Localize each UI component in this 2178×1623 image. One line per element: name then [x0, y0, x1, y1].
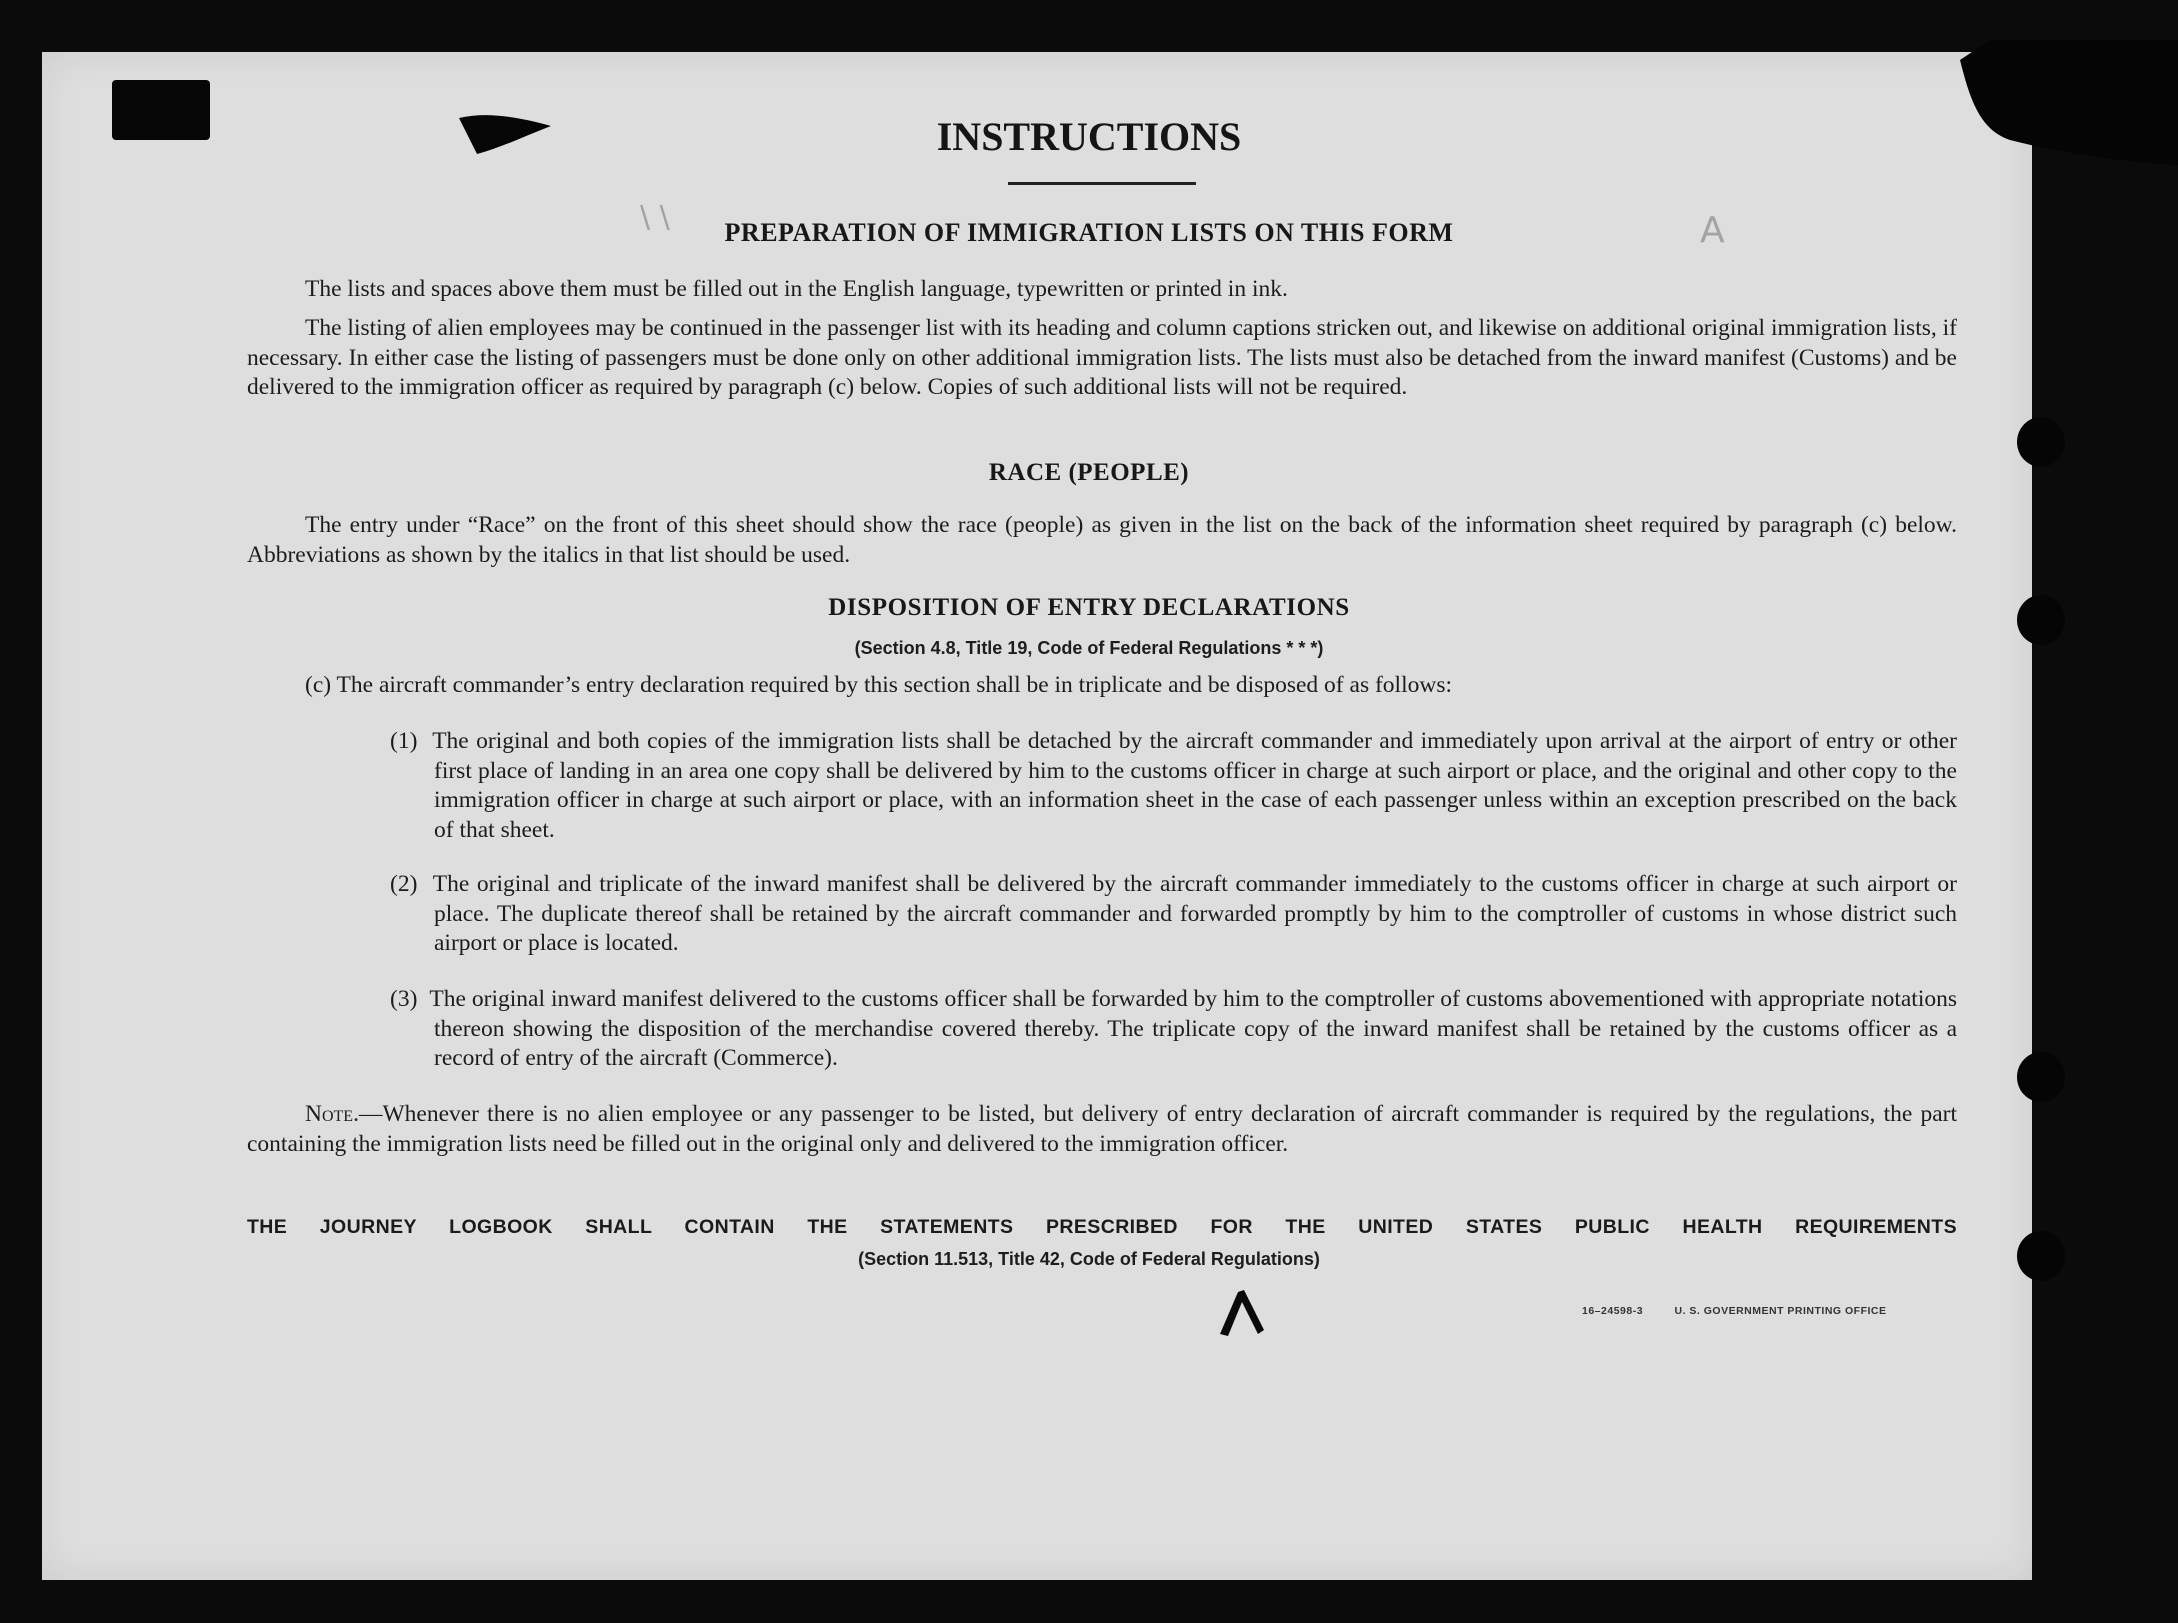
list-item-number: (1) — [390, 728, 418, 754]
printer-imprint — [1582, 1305, 1915, 1317]
pencil-annotation-top: \ \ — [640, 200, 670, 235]
list-item-text: The original inward manifest delivered to the customs officer shall be forwarded by him to the comptroller of customs abovementioned with appropriate notations thereon showing the disposition of the merchandise covered thereby. The triplicate copy of the inward manifest shall be retained by the customs officer as a record of entry of the aircraft (Commerce). — [429, 986, 1958, 1071]
page-title: INSTRUCTIONS — [936, 114, 1242, 159]
list-item-text: The original and triplicate of the inward manifest shall be delivered by the aircraft commander immediately to the customs officer in charge at such airport or place. The duplicate thereof shall be retained by the aircraft commander and forwarded promptly by him to the comptroller of customs in whose district such airport or place is located. — [432, 871, 1957, 956]
printer-name: U. S. GOVERNMENT PRINTING OFFICE — [1674, 1305, 1887, 1317]
list-item-body — [357, 870, 1957, 959]
list-item-body — [357, 727, 1957, 845]
handwritten-caret-mark — [1214, 1282, 1274, 1342]
list-item — [357, 727, 1957, 845]
paragraph-language: The lists and spaces above them must be filled out in the English language, typewritten or printed in ink. — [305, 276, 1288, 302]
list-item — [357, 870, 1957, 959]
list-item-text: The original and both copies of the immigration lists shall be detached by the aircraft commander and immediately upon arrival at the airport of entry or other first place of landing in an area one copy shall be delivered by him to the customs officer in charge at such airport or place, and the original and other copy to the immigration officer in charge at such airport or place, with an information sheet in the case of each passenger unless within an exception prescribed on the back of that sheet. — [432, 728, 1957, 843]
note-label: Note. — [305, 1101, 359, 1127]
regulation-reference-19: (Section 4.8, Title 19, Code of Federal Regulations * * *) — [854, 638, 1324, 658]
paragraph-race: The entry under “Race” on the front of this sheet should show the race (people) as given in the list on the back of the information sheet required by paragraph (c) below. Abbreviations as shown by the italics in that list should be used. — [247, 512, 1957, 568]
paragraph-note — [247, 1100, 1957, 1159]
list-item-number: (3) — [390, 986, 418, 1012]
section-heading-disposition: DISPOSITION OF ENTRY DECLARATIONS — [828, 594, 1350, 621]
form-number: 16–24598-3 — [1582, 1305, 1644, 1317]
note-text: —Whenever there is no alien employee or any passenger to be listed, but delivery of entry declaration of aircraft commander is required by the regulations, the part containing the immigration lists need be filled out in the original only and delivered to the immigration officer. — [247, 1101, 1957, 1157]
list-item — [357, 985, 1957, 1074]
list-item-body — [357, 985, 1957, 1074]
section-heading-preparation: PREPARATION OF IMMIGRATION LISTS ON THIS FORM — [724, 218, 1454, 247]
section-heading-race: RACE (PEOPLE) — [988, 459, 1190, 486]
punch-hole-3 — [2017, 1052, 2065, 1102]
regulation-reference-42: (Section 11.513, Title 42, Code of Federal Regulations) — [858, 1249, 1320, 1269]
paragraph-c-intro: (c) The aircraft commander’s entry declaration required by this section shall be in triplicate and be disposed of as follows: — [305, 672, 1452, 698]
list-item-number: (2) — [390, 871, 418, 897]
pencil-annotation-right: A — [1700, 210, 1725, 251]
health-requirements-statement: THE JOURNEY LOGBOOK SHALL CONTAIN THE STATEMENTS PRESCRIBED FOR THE UNITED STATES PUBLIC HEALTH REQUIREMENTS — [247, 1216, 1957, 1238]
paragraph-alien-employees: The listing of alien employees may be continued in the passenger list with its heading and column captions stricken out, and likewise on additional original immigration lists, if necessary. In either case the listing of passengers must be done only on other additional immigration lists. The lists must also be detached from the inward manifest (Customs) and be delivered to the immigration officer as required by paragraph (c) below. Copies of such additional lists will not be required. — [247, 315, 1957, 400]
title-divider — [1008, 182, 1196, 185]
